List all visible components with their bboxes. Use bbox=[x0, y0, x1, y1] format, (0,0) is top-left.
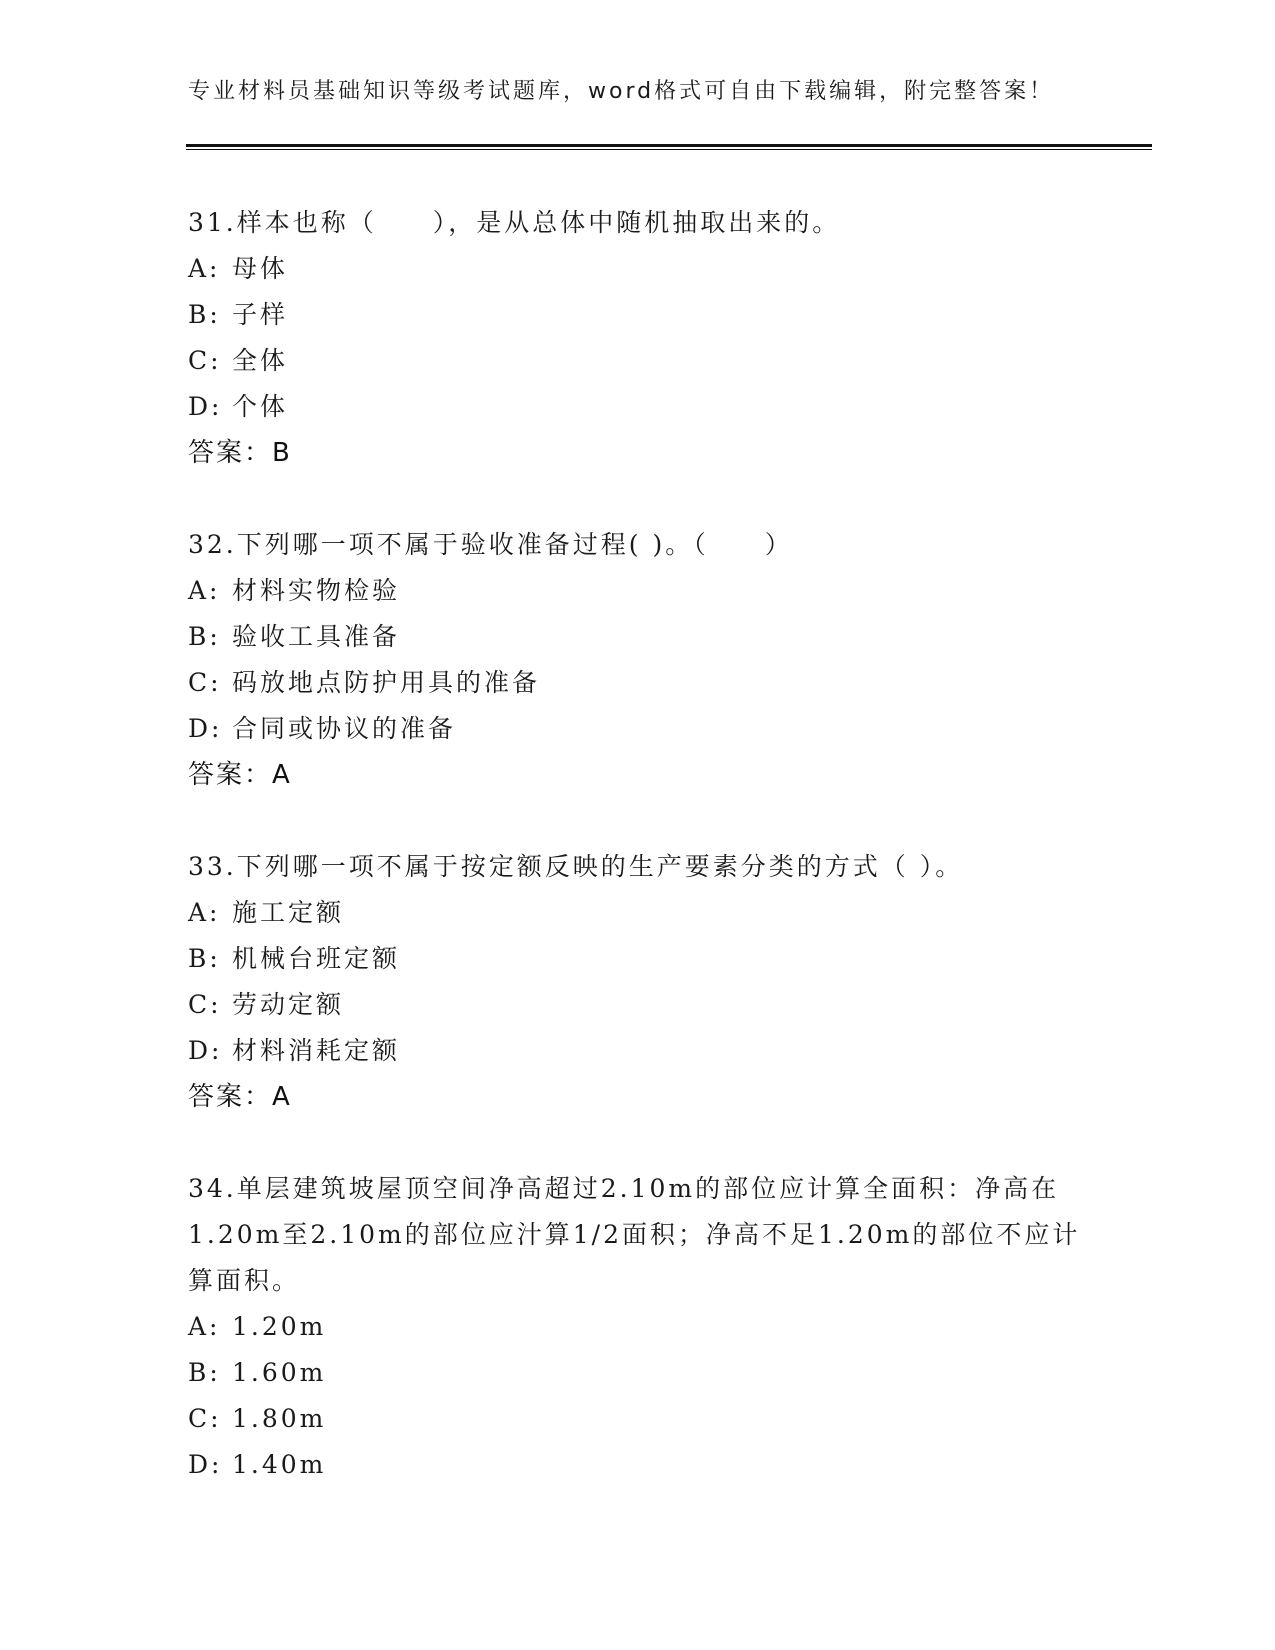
question-stem: 32.下列哪一项不属于验收准备过程( )。（ ） bbox=[188, 530, 793, 559]
option-a bbox=[188, 1304, 1088, 1350]
option-text: 机械台班定额 bbox=[232, 944, 401, 973]
option-b bbox=[188, 292, 1088, 338]
divider-thin-line bbox=[186, 149, 1152, 150]
option-a bbox=[188, 890, 1088, 936]
option-c bbox=[188, 982, 1088, 1028]
option-b bbox=[188, 614, 1088, 660]
option-text: 劳动定额 bbox=[232, 990, 345, 1019]
option-text: 1.60m bbox=[232, 1358, 327, 1387]
option-text: 材料实物检验 bbox=[232, 576, 401, 605]
question-33 bbox=[188, 844, 1088, 1120]
option-key: A: bbox=[188, 576, 221, 605]
option-key: A: bbox=[188, 898, 221, 927]
question-stem: 34.单层建筑坡屋顶空间净高超过2.10m的部位应计算全面积：净高在1.20m至2.10m的部位应汁算1/2面积；净高不足1.20m的部位不应计算面积。 bbox=[188, 1174, 1081, 1295]
option-key: C: bbox=[188, 346, 222, 375]
question-list bbox=[188, 200, 1088, 1534]
option-key: D: bbox=[188, 392, 223, 421]
option-text: 材料消耗定额 bbox=[232, 1036, 401, 1065]
option-c bbox=[188, 1396, 1088, 1442]
question-stem: 33.下列哪一项不属于按定额反映的生产要素分类的方式（ ）。 bbox=[188, 852, 964, 881]
option-text: 施工定额 bbox=[232, 898, 345, 927]
answer-line: 答案：A bbox=[188, 760, 292, 790]
header-divider bbox=[186, 144, 1152, 150]
option-key: A: bbox=[188, 1312, 221, 1341]
option-key: C: bbox=[188, 668, 222, 697]
option-d bbox=[188, 384, 1088, 430]
option-text: 1.20m bbox=[232, 1312, 327, 1341]
option-c bbox=[188, 338, 1088, 384]
option-d bbox=[188, 706, 1088, 752]
option-key: D: bbox=[188, 1450, 223, 1479]
page-header: 专业材料员基础知识等级考试题库，word格式可自由下载编辑，附完整答案！ bbox=[188, 79, 1055, 104]
option-b bbox=[188, 936, 1088, 982]
option-key: B: bbox=[188, 300, 221, 329]
option-text: 1.80m bbox=[232, 1404, 327, 1433]
question-31 bbox=[188, 200, 1088, 476]
option-key: A: bbox=[188, 254, 221, 283]
option-key: B: bbox=[188, 622, 221, 651]
option-a bbox=[188, 246, 1088, 292]
option-key: D: bbox=[188, 1036, 223, 1065]
question-34 bbox=[188, 1166, 1088, 1488]
option-text: 合同或协议的准备 bbox=[232, 714, 457, 743]
answer-line: 答案：B bbox=[188, 438, 292, 468]
question-stem: 31.样本也称（ ），是从总体中随机抽取出来的。 bbox=[188, 208, 841, 237]
option-text: 全体 bbox=[232, 346, 289, 375]
option-text: 码放地点防护用具的准备 bbox=[232, 668, 541, 697]
option-b bbox=[188, 1350, 1088, 1396]
answer-line: 答案：A bbox=[188, 1082, 292, 1112]
option-key: B: bbox=[188, 944, 221, 973]
option-text: 验收工具准备 bbox=[232, 622, 401, 651]
option-c bbox=[188, 660, 1088, 706]
option-key: D: bbox=[188, 714, 223, 743]
option-text: 母体 bbox=[232, 254, 289, 283]
option-text: 个体 bbox=[232, 392, 289, 421]
question-32 bbox=[188, 522, 1088, 798]
divider-thick-line bbox=[186, 144, 1152, 147]
option-key: C: bbox=[188, 1404, 222, 1433]
option-a bbox=[188, 568, 1088, 614]
option-d bbox=[188, 1028, 1088, 1074]
option-key: B: bbox=[188, 1358, 221, 1387]
option-key: C: bbox=[188, 990, 222, 1019]
option-d bbox=[188, 1442, 1088, 1488]
option-text: 1.40m bbox=[232, 1450, 327, 1479]
option-text: 子样 bbox=[232, 300, 289, 329]
